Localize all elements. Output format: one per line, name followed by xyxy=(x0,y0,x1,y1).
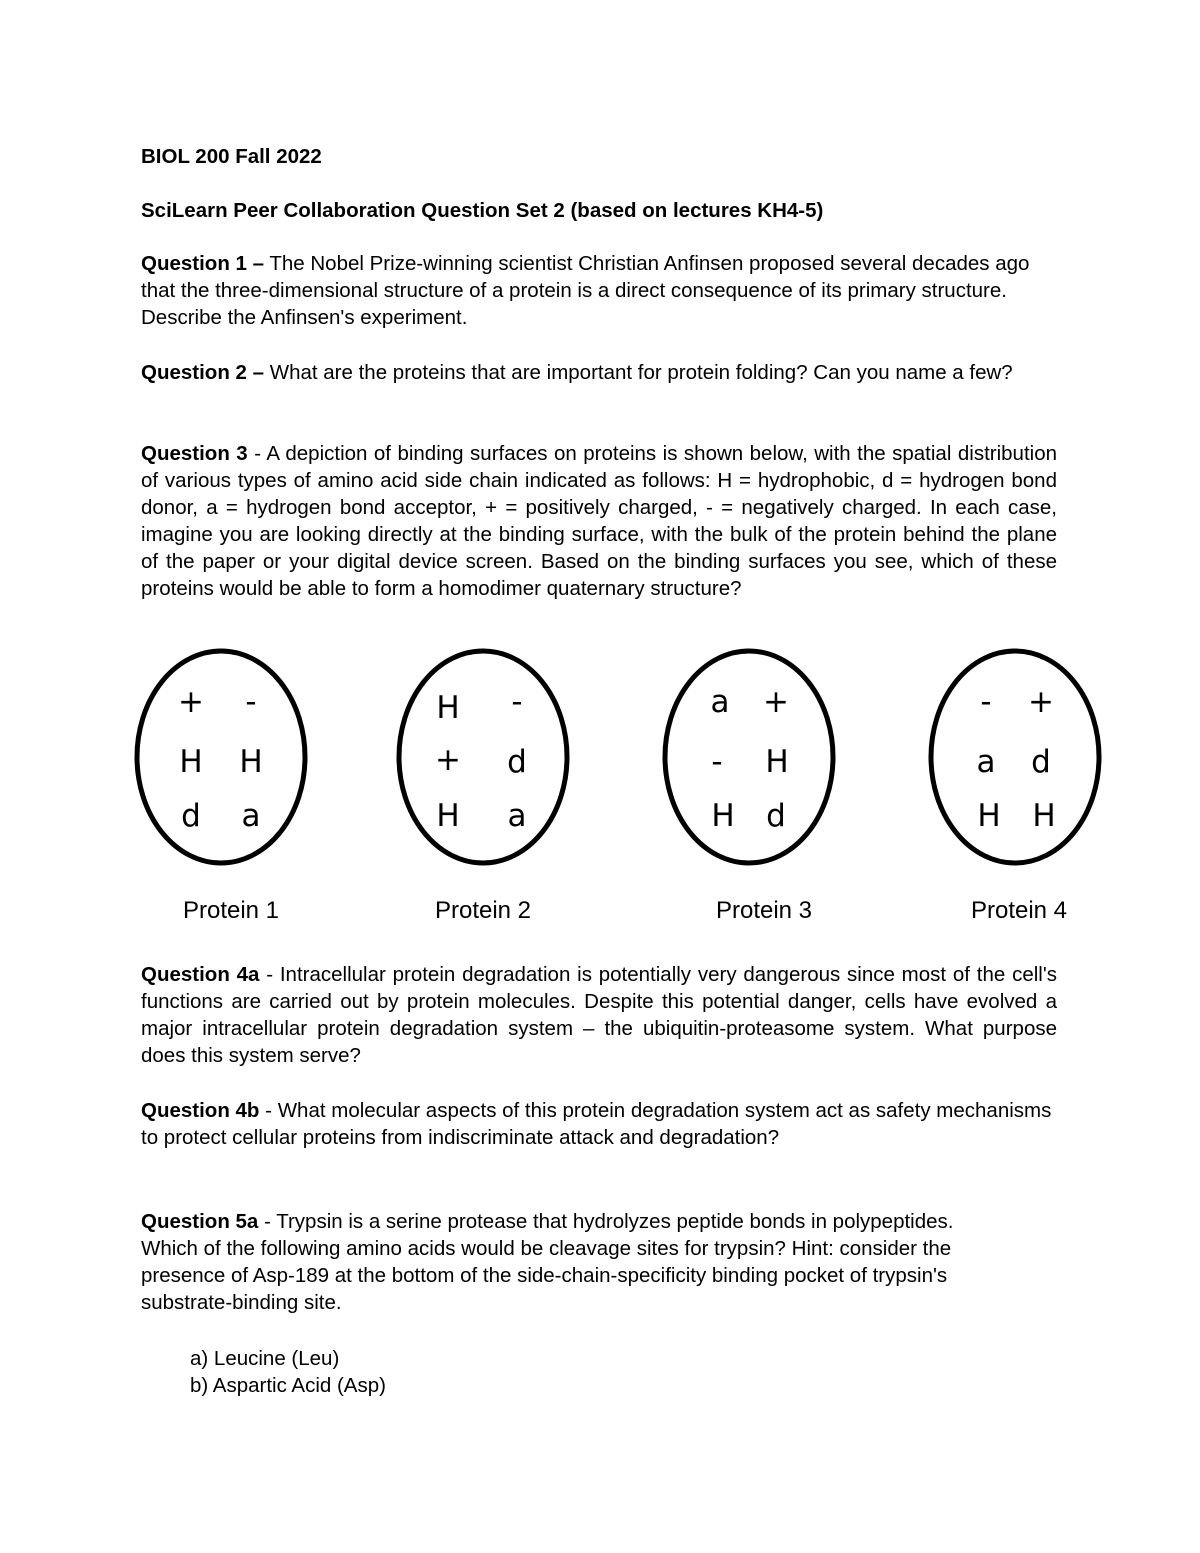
question-4a xyxy=(141,961,1057,1069)
question-4b xyxy=(141,1097,1057,1151)
question-4b-text: - What molecular aspects of this protein degradation system act as safety mechanisms to protect cellular proteins from indiscriminate attack and degradation? xyxy=(141,1099,1052,1149)
protein-1-diagram xyxy=(133,648,313,870)
question-5a xyxy=(141,1208,991,1316)
protein-2-residue-r3c2: a xyxy=(507,798,527,834)
question-2-text: What are the proteins that are important for protein folding? Can you name a few? xyxy=(269,361,1013,384)
protein-2-residue-r3c1: H xyxy=(436,798,460,834)
question-4b-label: Question 4b xyxy=(141,1099,260,1122)
protein-4-diagram xyxy=(927,648,1107,870)
protein-4-residue-r2c2: d xyxy=(1031,744,1051,780)
protein-1-residue-r1c1: + xyxy=(178,684,204,720)
protein-1-residue-r3c1: d xyxy=(181,798,201,834)
protein-3-ellipse xyxy=(661,648,841,870)
protein-3-residue-r2c2: H xyxy=(765,744,789,780)
question-2 xyxy=(141,359,1057,386)
protein-4-residue-r3c1: H xyxy=(977,798,1001,834)
protein-3-residue-r2c1: - xyxy=(711,744,723,780)
protein-3-label: Protein 3 xyxy=(715,897,813,924)
question-5a-text: - Trypsin is a serine protease that hydrolyzes peptide bonds in polypeptides. Which of the following amino acids would be cleavage sites for trypsin? Hint: consider the presence of Asp-189 at the bottom of the side-chain-specificity binding pocket of trypsin's substrate-binding site. xyxy=(141,1210,954,1314)
protein-1-ellipse xyxy=(133,648,313,870)
protein-4-ellipse xyxy=(927,648,1107,870)
protein-2-label: Protein 2 xyxy=(434,897,532,924)
question-3 xyxy=(141,440,1057,602)
protein-4-residue-r2c1: a xyxy=(976,744,996,780)
question-set-title: SciLearn Peer Collaboration Question Set 2 (based on lectures KH4-5) xyxy=(141,199,824,222)
question-3-text: - A depiction of binding surfaces on proteins is shown below, with the spatial distribution of various types of amino acid side chain indicated as follows: H = hydrophobic, d = hydrogen bond donor, a = hydrogen bond acceptor, + = positively charged, - = negatively charged. In each case, imagine you are looking directly at the binding surface, with the bulk of the protein behind the plane of the paper or your digital device screen. Based on the binding surfaces you see, which of these proteins would be able to form a homodimer quaternary structure? xyxy=(141,442,1057,600)
protein-2-residue-r1c1: H xyxy=(436,690,460,726)
protein-1-residue-r3c2: a xyxy=(241,798,261,834)
protein-4-label: Protein 4 xyxy=(970,897,1068,924)
protein-2-diagram xyxy=(395,648,575,870)
question-4a-text: - Intracellular protein degradation is potentially very dangerous since most of the cell's functions are carried out by protein molecules. Despite this potential danger, cells have evolved a major intracellular protein degradation system – the ubiquitin-proteasome system. What purpose does this system serve? xyxy=(141,963,1057,1067)
protein-2-ellipse xyxy=(395,648,575,870)
protein-3-residue-r1c1: a xyxy=(710,684,730,720)
protein-4-residue-r1c1: - xyxy=(980,684,992,720)
protein-3-residue-r3c2: d xyxy=(766,798,786,834)
question-5a-label: Question 5a xyxy=(141,1210,259,1233)
question-4a-label: Question 4a xyxy=(141,963,260,986)
protein-2-residue-r2c1: + xyxy=(435,742,461,778)
answer-option-a: a) Leucine (Leu) xyxy=(190,1347,340,1370)
protein-3-residue-r3c1: H xyxy=(711,798,735,834)
course-title: BIOL 200 Fall 2022 xyxy=(141,145,322,168)
question-1-label: Question 1 – xyxy=(141,252,265,275)
question-1-text: The Nobel Prize-winning scientist Christian Anfinsen proposed several decades ago that the three-dimensional structure of a protein is a direct consequence of its primary structure. Describe the Anfinsen's experiment. xyxy=(141,252,1030,329)
protein-1-residue-r1c2: - xyxy=(245,684,257,720)
answer-option-b: b) Aspartic Acid (Asp) xyxy=(190,1374,386,1397)
protein-4-residue-r1c2: + xyxy=(1028,684,1054,720)
protein-3-diagram xyxy=(661,648,841,870)
protein-1-label: Protein 1 xyxy=(182,897,280,924)
protein-2-residue-r2c2: d xyxy=(507,744,527,780)
protein-1-residue-r2c1: H xyxy=(179,744,203,780)
protein-2-residue-r1c2: - xyxy=(511,684,523,720)
protein-1-residue-r2c2: H xyxy=(239,744,263,780)
protein-3-residue-r1c2: + xyxy=(763,684,789,720)
question-2-label: Question 2 – xyxy=(141,361,265,384)
protein-4-residue-r3c2: H xyxy=(1032,798,1056,834)
question-1 xyxy=(141,250,1057,331)
question-3-label: Question 3 xyxy=(141,442,248,465)
